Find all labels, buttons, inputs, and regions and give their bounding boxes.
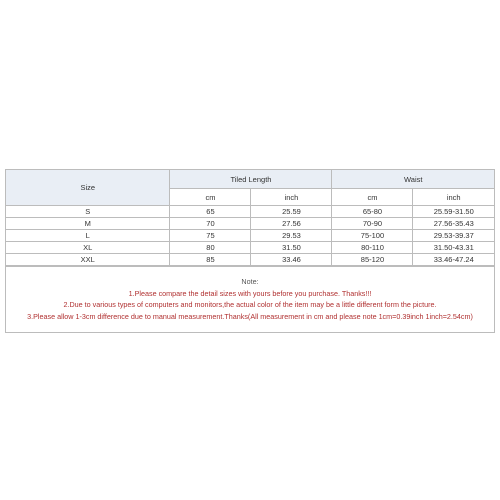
waist-inch-cell: 33.46-47.24 [413,254,494,266]
waist-cm-cell: 75-100 [332,230,413,242]
length-cm-cell: 85 [170,254,251,266]
length-inch-cell: 25.59 [251,206,332,218]
waist-header: Waist [332,170,494,189]
size-column-header: Size [6,170,170,206]
length-inch-cell: 31.50 [251,242,332,254]
tiled-length-header: Tiled Length [170,170,332,189]
table-row [6,254,494,266]
length-inch-cell: 29.53 [251,230,332,242]
length-inch-cell: 27.56 [251,218,332,230]
length-cm-cell: 70 [170,218,251,230]
note-line-3: 3.Please allow 1-3cm difference due to manual measurement.Thanks(All measurement in cm and please note 1cm=0.39inch 1inch=2.54cm) [27,311,473,321]
waist-inch-cell: 27.56-35.43 [413,218,494,230]
table-row [6,242,494,254]
size-cell: S [6,206,170,218]
size-cell: XXL [6,254,170,266]
size-cell: XL [6,242,170,254]
waist-cm-cell: 70-90 [332,218,413,230]
waist-inch-cell: 25.59-31.50 [413,206,494,218]
length-cm-header: cm [170,189,251,206]
header-row-groups [6,170,494,189]
table-row [6,230,494,242]
length-inch-cell: 33.46 [251,254,332,266]
note-line-1: 1.Please compare the detail sizes with yours before you purchase. Thanks!!! [128,288,372,298]
waist-cm-cell: 80-110 [332,242,413,254]
size-table [6,170,494,266]
note-line-2: 2.Due to various types of computers and monitors,the actual color of the item may be a little different form the picture. [63,300,437,309]
table-row [6,218,494,230]
length-inch-header: inch [251,189,332,206]
size-cell: M [6,218,170,230]
notes-section [6,266,494,332]
length-cm-cell: 75 [170,230,251,242]
size-chart [5,169,495,333]
note-title: Note: [241,277,259,286]
length-cm-cell: 80 [170,242,251,254]
waist-cm-cell: 65-80 [332,206,413,218]
length-cm-cell: 65 [170,206,251,218]
waist-cm-header: cm [332,189,413,206]
waist-inch-cell: 29.53-39.37 [413,230,494,242]
waist-inch-cell: 31.50-43.31 [413,242,494,254]
waist-cm-cell: 85-120 [332,254,413,266]
size-cell: L [6,230,170,242]
waist-inch-header: inch [413,189,494,206]
table-row [6,206,494,218]
